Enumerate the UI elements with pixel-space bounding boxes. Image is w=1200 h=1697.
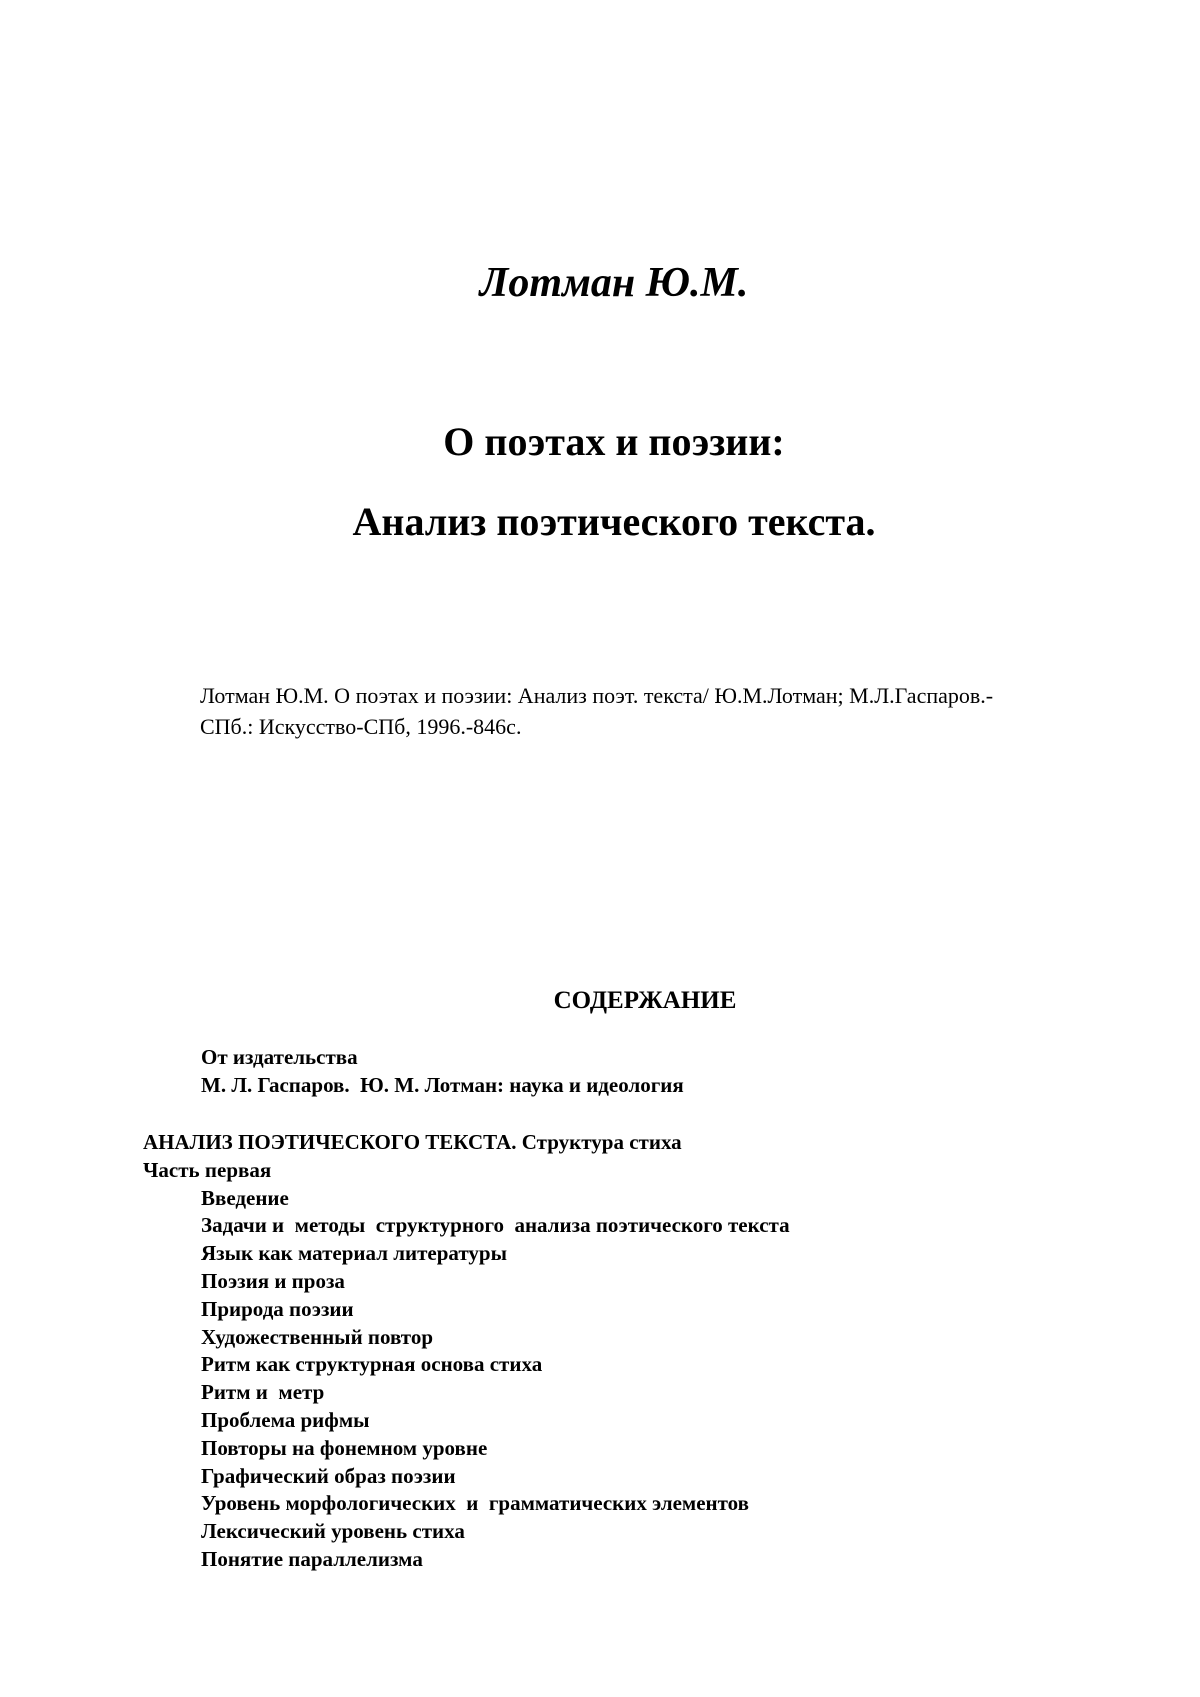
book-title-line-1: О поэтах и поэзии:	[443, 419, 785, 464]
citation-line-2: СПб.: Искусство-СПб, 1996.-846с.	[200, 714, 522, 739]
toc-item: М. Л. Гаспаров. Ю. М. Лотман: наука и идеология	[201, 1072, 684, 1097]
toc-section-title: АНАЛИЗ ПОЭТИЧЕСКОГО ТЕКСТА. Структура стиха	[143, 1130, 682, 1154]
toc-chapter: Графический образ поэзии	[201, 1463, 456, 1488]
toc-chapter: Задачи и методы структурного анализа поэтического текста	[201, 1213, 790, 1238]
toc-main-list	[0, 1129, 1200, 1574]
toc-chapter: Введение	[201, 1185, 289, 1210]
toc-chapter: Поэзия и проза	[201, 1268, 345, 1293]
toc-heading: СОДЕРЖАНИЕ	[553, 987, 737, 1014]
toc-item: От издательства	[201, 1045, 358, 1069]
toc-chapter: Художественный повтор	[201, 1324, 434, 1349]
author-name: Лотман Ю.М.	[479, 260, 749, 306]
toc-chapter: Природа поэзии	[201, 1296, 354, 1321]
toc-chapter: Повторы на фонемном уровне	[201, 1435, 488, 1460]
toc-chapter: Язык как материал литературы	[201, 1241, 507, 1266]
toc-part-title: Часть первая	[143, 1157, 272, 1182]
book-title-line-2: Анализ поэтического текста.	[352, 499, 876, 544]
toc-chapter: Уровень морфологических и грамматических элементов	[201, 1491, 749, 1516]
toc-chapter: Проблема рифмы	[201, 1407, 370, 1432]
toc-chapter: Ритм как структурная основа стиха	[201, 1352, 543, 1377]
toc-chapter: Лексический уровень стиха	[201, 1519, 465, 1544]
toc-chapter: Понятие параллелизма	[201, 1546, 423, 1571]
bibliographic-citation	[200, 680, 1180, 742]
toc-front-matter	[0, 1044, 1200, 1100]
toc-chapter: Ритм и метр	[201, 1380, 325, 1405]
citation-line-1: Лотман Ю.М. О поэтах и поэзии: Анализ поэт. текста/ Ю.М.Лотман; М.Л.Гаспаров.-	[200, 683, 994, 708]
